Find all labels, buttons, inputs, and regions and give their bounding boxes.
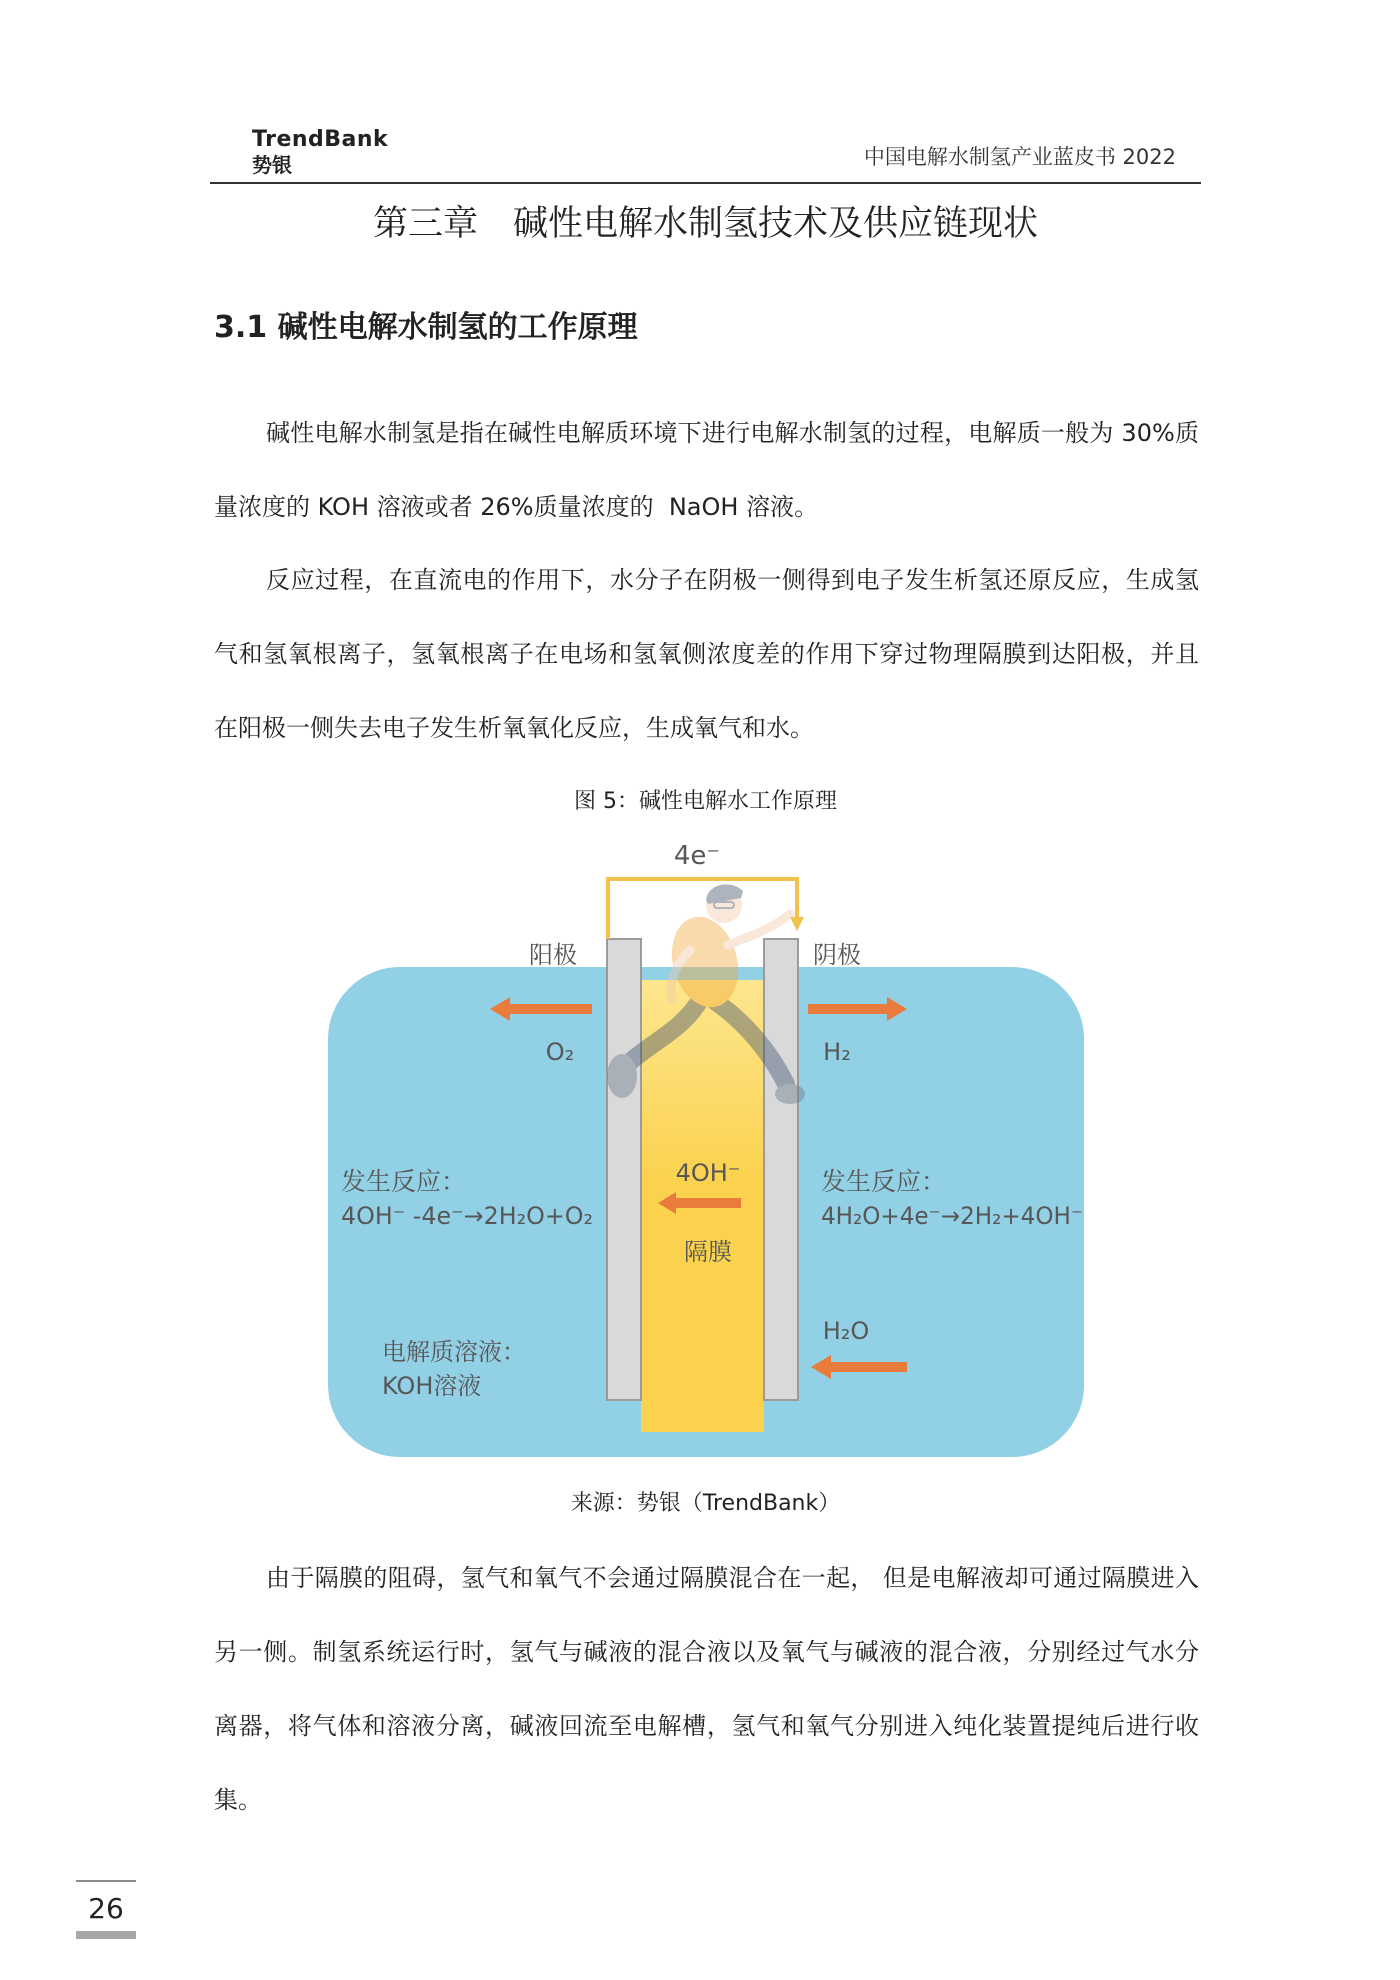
membrane-ion-label: 4OH⁻	[675, 1159, 741, 1187]
electron-label: 4e⁻	[673, 841, 721, 871]
cathode-electrode	[764, 939, 798, 1400]
paragraph-line: 离器，将气体和溶液分离，碱液回流至电解槽，氢气和氧气分别进入纯化装置提纯后进行收	[214, 1712, 1199, 1740]
figure-source: 来源：势银（TrendBank）	[570, 1491, 841, 1516]
anode-label: 阳极	[529, 941, 577, 969]
section-heading: 3.1 碱性电解水制氢的工作原理	[214, 310, 638, 345]
paragraph-line: 由于隔膜的阻碍，氢气和氧气不会通过隔膜混合在一起， 但是电解液却可通过隔膜进入	[266, 1564, 1199, 1592]
paragraph-line: 反应过程，在直流电的作用下，水分子在阴极一侧得到电子发生析氢还原反应，生成氢	[266, 566, 1199, 594]
wire-arrowhead-icon	[790, 917, 804, 931]
anode-reaction-equation: 4OH⁻ -4e⁻→2H₂O+O₂	[341, 1202, 593, 1230]
cathode-label: 阴极	[813, 941, 861, 969]
oxygen-label: O₂	[545, 1038, 575, 1066]
electrolyte-title: 电解质溶液：	[382, 1338, 526, 1366]
paragraph-line: 另一侧。制氢系统运行时，氢气与碱液的混合液以及氧气与碱液的混合液，分别经过气水分	[214, 1638, 1199, 1666]
running-header-title: 中国电解水制氢产业蓝皮书 2022	[863, 145, 1176, 169]
page-number-bottom-bar	[76, 1931, 136, 1939]
header-divider	[210, 182, 1201, 184]
paragraph-line: 碱性电解水制氢是指在碱性电解质环境下进行电解水制氢的过程，电解质一般为 30%质	[266, 419, 1199, 447]
figure-caption: 图 5：碱性电解水工作原理	[574, 789, 837, 814]
hydrogen-label: H₂	[823, 1038, 851, 1066]
page-number-top-rule	[76, 1880, 136, 1882]
anode-reaction-title: 发生反应：	[341, 1167, 467, 1196]
water-label: H₂O	[822, 1317, 870, 1345]
logo-wordmark: TrendBank	[252, 127, 389, 152]
membrane-label: 隔膜	[684, 1238, 732, 1266]
page-number: 26	[88, 1892, 124, 1925]
electrolysis-diagram	[320, 840, 1100, 1470]
cathode-reaction-title: 发生反应：	[821, 1167, 947, 1196]
anode-electrode	[607, 939, 641, 1400]
paragraph-line: 量浓度的 KOH 溶液或者 26%质量浓度的 NaOH 溶液。	[214, 493, 819, 521]
logo-chinese-name: 势银	[252, 153, 292, 177]
chapter-title: 第三章 碱性电解水制氢技术及供应链现状	[372, 204, 1038, 244]
electrolyte-name: KOH溶液	[382, 1372, 482, 1400]
cathode-reaction-equation: 4H₂O+4e⁻→2H₂+4OH⁻	[821, 1202, 1083, 1230]
paragraph-line: 集。	[214, 1786, 262, 1814]
paragraph-line: 在阳极一侧失去电子发生析氧氧化反应，生成氧气和水。	[214, 714, 814, 742]
paragraph-line: 气和氢氧根离子，氢氧根离子在电场和氢氧侧浓度差的作用下穿过物理隔膜到达阳极，并且	[214, 640, 1199, 668]
